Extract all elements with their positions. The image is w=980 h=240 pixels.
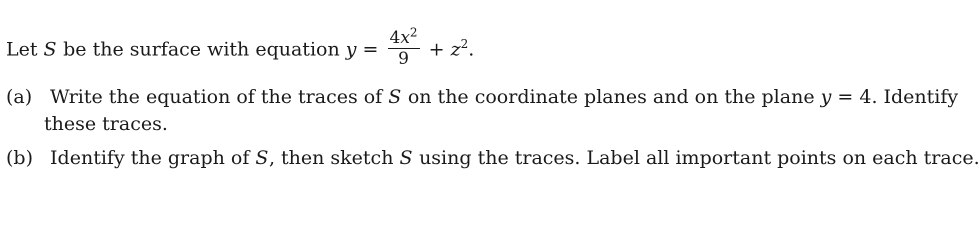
- part-a-text1: Write the equation of the traces of: [50, 86, 383, 108]
- part-b: [6, 147, 980, 169]
- numerator-exponent: 2: [409, 25, 418, 40]
- intro-end: .: [468, 38, 475, 61]
- fraction-numerator: [388, 25, 420, 49]
- equation-lhs: y: [345, 38, 357, 61]
- part-a-label: (a): [6, 86, 33, 108]
- fraction-denominator: 9: [398, 49, 409, 69]
- part-a-continuation: these traces.: [44, 113, 168, 135]
- part-a-surface: S: [388, 86, 402, 108]
- equation-fraction: [388, 25, 420, 69]
- part-b-text2: , then sketch: [268, 147, 394, 169]
- z-exponent: 2: [460, 37, 469, 52]
- numerator-coefficient: 4: [389, 28, 401, 48]
- part-a: [6, 86, 958, 108]
- surface-symbol: S: [43, 38, 58, 61]
- intro-middle: be the surface with equation: [63, 38, 340, 61]
- problem-intro: [6, 25, 475, 71]
- plus-sign: +: [428, 38, 445, 61]
- part-a-var: y: [820, 86, 832, 108]
- part-b-text3: using the traces. Label all important points on each trace.: [419, 147, 980, 169]
- equals-sign: =: [362, 38, 379, 61]
- z-variable: z: [450, 38, 461, 61]
- part-b-label: (b): [6, 147, 33, 169]
- intro-lead: Let: [6, 38, 38, 61]
- numerator-variable: x: [400, 28, 410, 48]
- part-a-text3: = 4. Identify: [837, 86, 959, 108]
- part-a-text2: on the coordinate planes and on the plane: [407, 86, 815, 108]
- part-b-surface-1: S: [255, 147, 269, 169]
- part-b-text1: Identify the graph of: [50, 147, 250, 169]
- part-b-surface-2: S: [399, 147, 414, 169]
